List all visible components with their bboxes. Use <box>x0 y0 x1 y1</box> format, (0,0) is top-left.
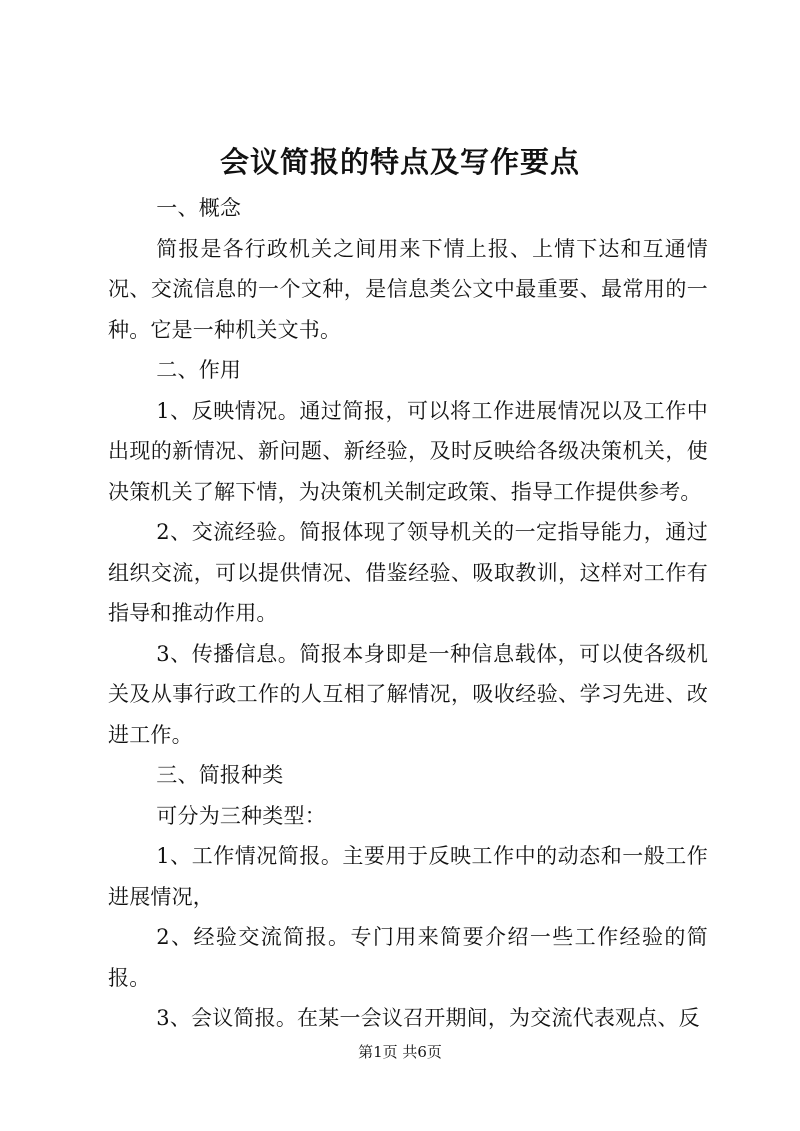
section-heading-types: 三、简报种类 <box>156 763 284 787</box>
page-number-footer: 第1页 共6页 <box>358 1043 442 1061</box>
paragraph-type-2: 2、经验交流简报。专门用来简要介绍一些工作经验的简报。 <box>108 925 708 990</box>
document-title: 会议简报的特点及写作要点 <box>219 145 580 179</box>
paragraph-function-1: 1、反映情况。通过简报，可以将工作进展情况以及工作中出现的新情况、新问题、新经验，及时反映给各级决策机关，使决策机关了解下情，为决策机关制定政策、指导工作提供参考。 <box>108 398 708 504</box>
document-body <box>108 188 708 1039</box>
section-heading-function: 二、作用 <box>156 358 242 382</box>
paragraph-type-1: 1、工作情况简报。主要用于反映工作中的动态和一般工作进展情况， <box>108 844 708 909</box>
section-heading-concept: 一、概念 <box>156 196 242 220</box>
paragraph-function-2: 2、交流经验。简报体现了领导机关的一定指导能力，通过组织交流，可以提供情况、借鉴经验、吸取教训，这样对工作有指导和推动作用。 <box>108 520 708 625</box>
paragraph-type-3: 3、会议简报。在某一会议召开期间，为交流代表观点、反 <box>156 1006 700 1030</box>
paragraph-concept: 简报是各行政机关之间用来下情上报、上情下达和互通情况、交流信息的一个文种，是信息类公文中最重要、最常用的一种。它是一种机关文书。 <box>108 236 708 342</box>
paragraph-function-3: 3、传播信息。简报本身即是一种信息载体，可以使各级机关及从事行政工作的人互相了解情况，吸收经验、学习先进、改进工作。 <box>108 641 708 747</box>
paragraph-types-intro: 可分为三种类型： <box>156 803 326 828</box>
